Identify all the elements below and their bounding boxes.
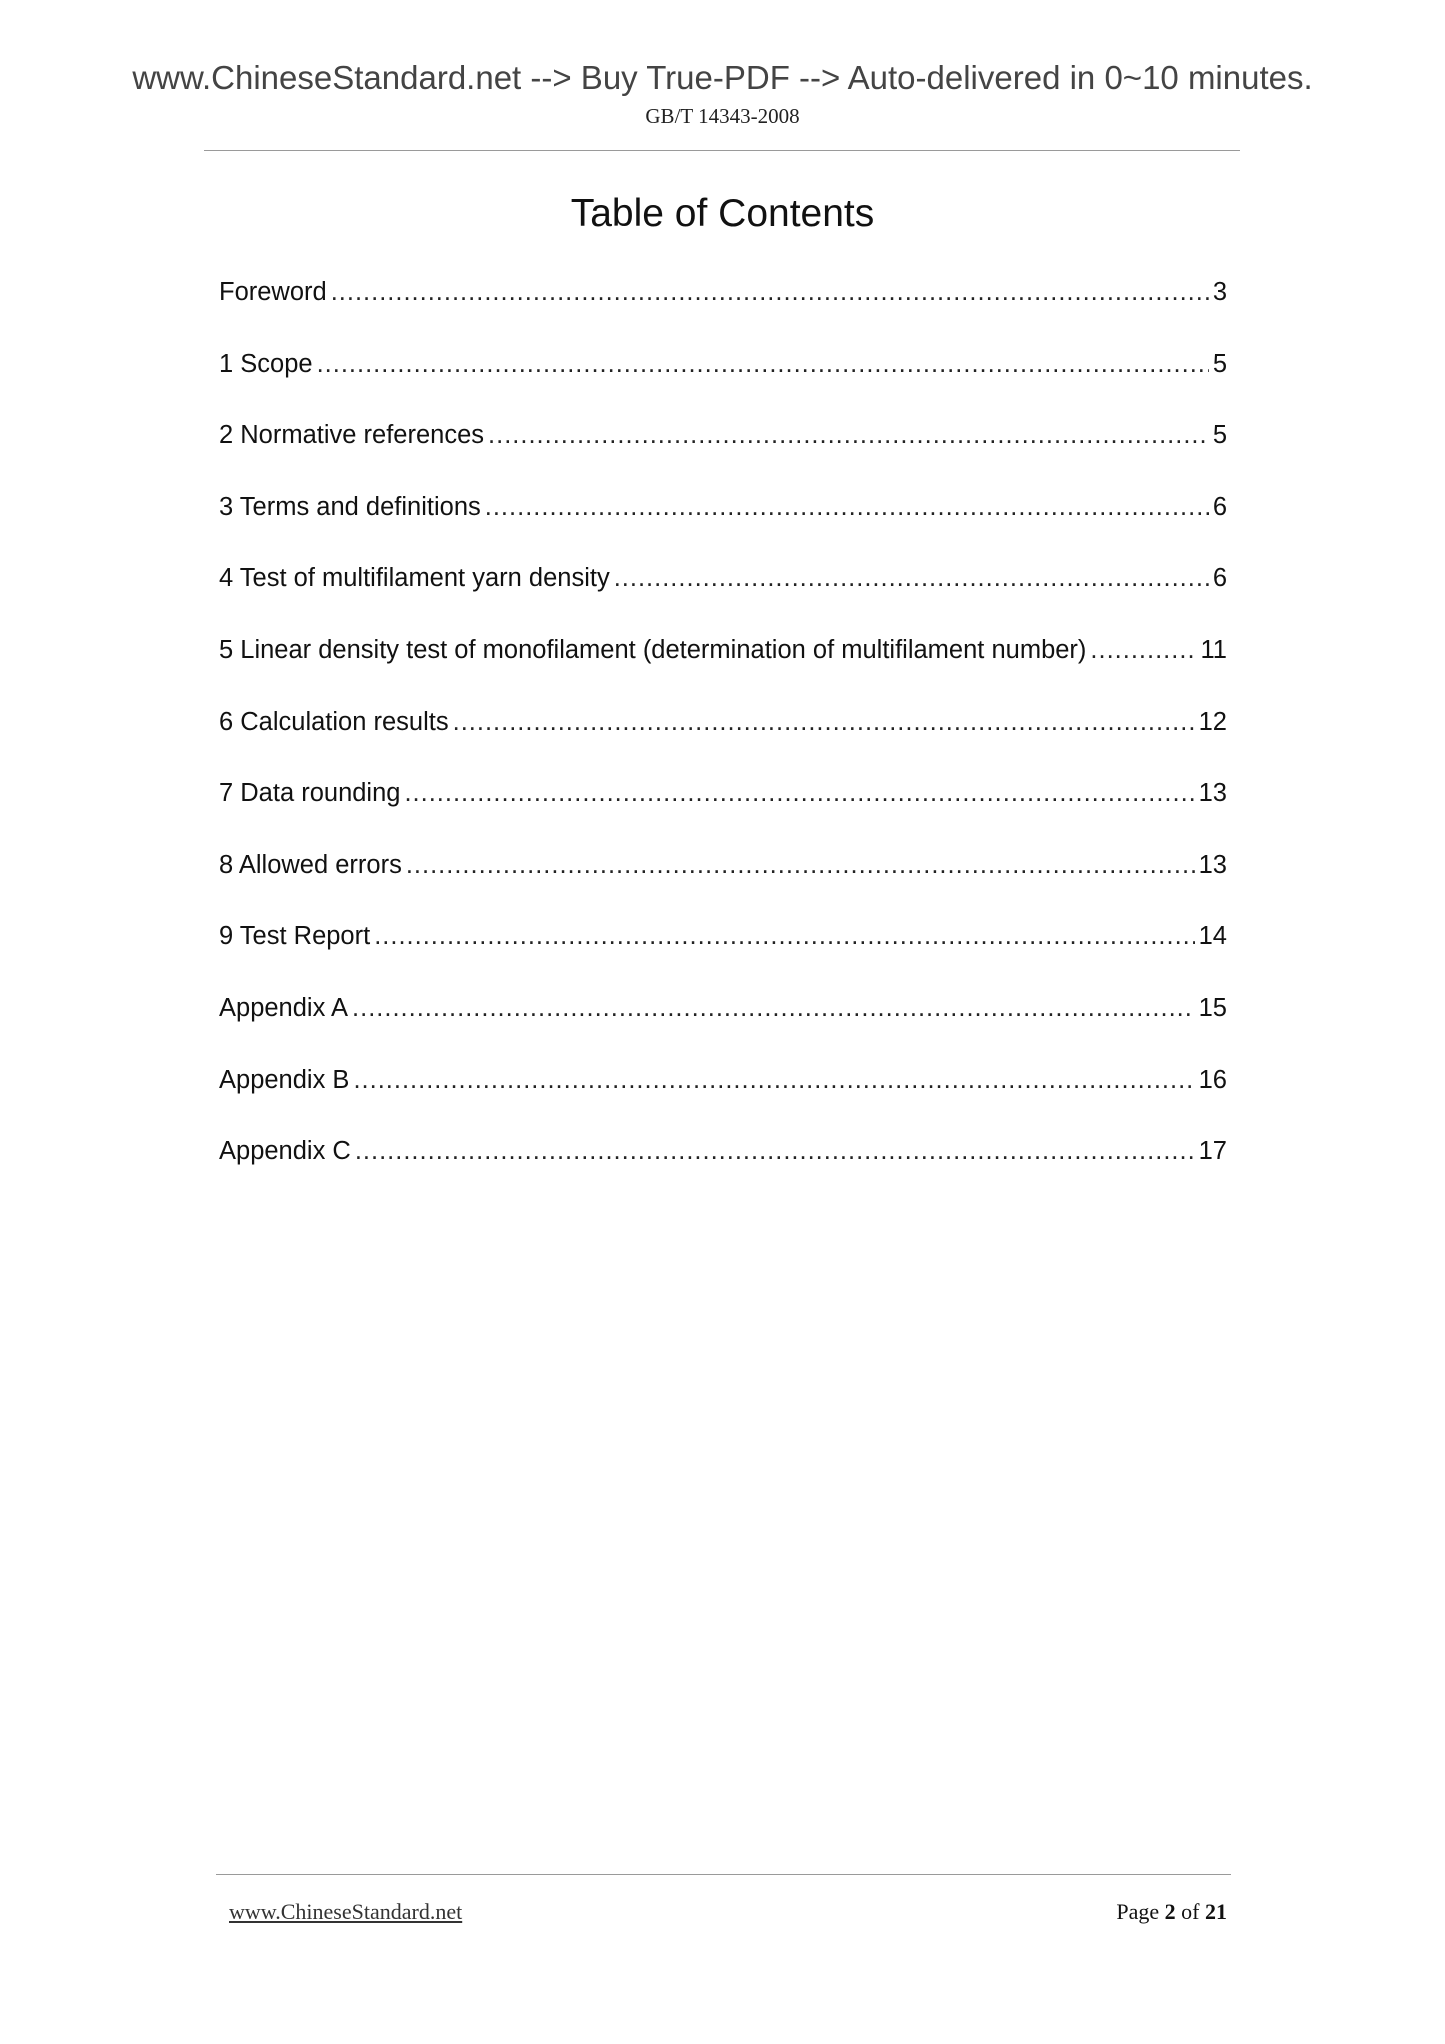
toc-entry-label: 5 Linear density test of monofilament (determination of multifilament number): [219, 635, 1087, 664]
toc-entry-label: Appendix C: [219, 1137, 351, 1166]
toc-entry-page: 5: [1212, 349, 1227, 378]
footer-divider: [216, 1874, 1231, 1875]
toc-dot-leader: [1090, 636, 1196, 665]
toc-entry-page: 15: [1198, 993, 1227, 1022]
page-label: Page: [1116, 1899, 1160, 1924]
toc-entry-page: 17: [1198, 1137, 1227, 1166]
toc-dot-leader: [453, 708, 1195, 737]
toc-entry-multifilament-yarn-density[interactable]: [219, 564, 1227, 636]
toc-dot-leader: [485, 493, 1209, 522]
toc-dot-leader: [488, 421, 1209, 450]
toc-entry-allowed-errors[interactable]: [219, 851, 1227, 923]
toc-entry-page: 16: [1198, 1065, 1227, 1094]
toc-entry-terms-and-definitions[interactable]: [219, 493, 1227, 565]
toc-dot-leader: [317, 350, 1209, 379]
toc-entry-page: 13: [1198, 850, 1227, 879]
toc-entry-appendix-c[interactable]: [219, 1137, 1227, 1209]
page-current: 2: [1164, 1899, 1176, 1924]
document-code: GB/T 14343-2008: [645, 104, 800, 128]
toc-entry-page: 6: [1212, 492, 1227, 521]
toc-entry-page: 5: [1212, 421, 1227, 450]
toc-entry-label: 6 Calculation results: [219, 707, 449, 736]
header-banner: www.ChineseStandard.net --> Buy True-PDF --> Auto-delivered in 0~10 minutes.: [132, 59, 1313, 96]
toc-dot-leader: [406, 851, 1195, 880]
toc-entry-page: 13: [1198, 779, 1227, 808]
toc-entry-appendix-a[interactable]: [219, 994, 1227, 1066]
toc-dot-leader: [374, 922, 1194, 951]
toc-title: Table of Contents: [570, 192, 875, 235]
toc-entry-appendix-b[interactable]: [219, 1066, 1227, 1138]
toc-entry-test-report[interactable]: [219, 922, 1227, 994]
toc-entry-label: 7 Data rounding: [219, 779, 401, 808]
toc-entry-label: 4 Test of multifilament yarn density: [219, 564, 610, 593]
toc-entry-foreword[interactable]: [219, 278, 1227, 350]
toc-entry-page: 6: [1212, 564, 1227, 593]
toc-dot-leader: [404, 779, 1194, 808]
toc-entry-data-rounding[interactable]: [219, 779, 1227, 851]
toc-entry-page: 3: [1212, 278, 1227, 306]
toc-list: [219, 278, 1227, 1209]
toc-entry-label: 1 Scope: [219, 349, 313, 378]
toc-dot-leader: [352, 994, 1195, 1023]
toc-entry-label: 8 Allowed errors: [219, 850, 402, 879]
toc-entry-page: 11: [1200, 635, 1227, 664]
toc-entry-calculation-results[interactable]: [219, 708, 1227, 780]
toc-entry-label: 9 Test Report: [219, 922, 371, 951]
page-of-label: of: [1181, 1899, 1200, 1924]
page-number: [1116, 1899, 1227, 1925]
footer-website-link[interactable]: www.ChineseStandard.net: [229, 1899, 463, 1924]
toc-entry-normative-references[interactable]: [219, 421, 1227, 493]
toc-entry-label: Appendix A: [219, 993, 349, 1022]
toc-entry-page: 12: [1198, 707, 1227, 736]
toc-entry-label: Foreword: [219, 278, 327, 306]
page-total: 21: [1205, 1899, 1227, 1924]
toc-entry-label: 2 Normative references: [219, 421, 485, 450]
toc-dot-leader: [355, 1137, 1195, 1166]
toc-entry-label: Appendix B: [219, 1065, 350, 1094]
toc-dot-leader: [614, 564, 1209, 593]
toc-dot-leader: [331, 278, 1209, 307]
header-divider: [204, 150, 1240, 151]
toc-entry-page: 14: [1198, 922, 1227, 951]
toc-entry-monofilament-linear-density[interactable]: [219, 636, 1227, 708]
toc-dot-leader: [353, 1066, 1194, 1095]
toc-entry-scope[interactable]: [219, 350, 1227, 422]
toc-entry-label: 3 Terms and definitions: [219, 492, 481, 521]
